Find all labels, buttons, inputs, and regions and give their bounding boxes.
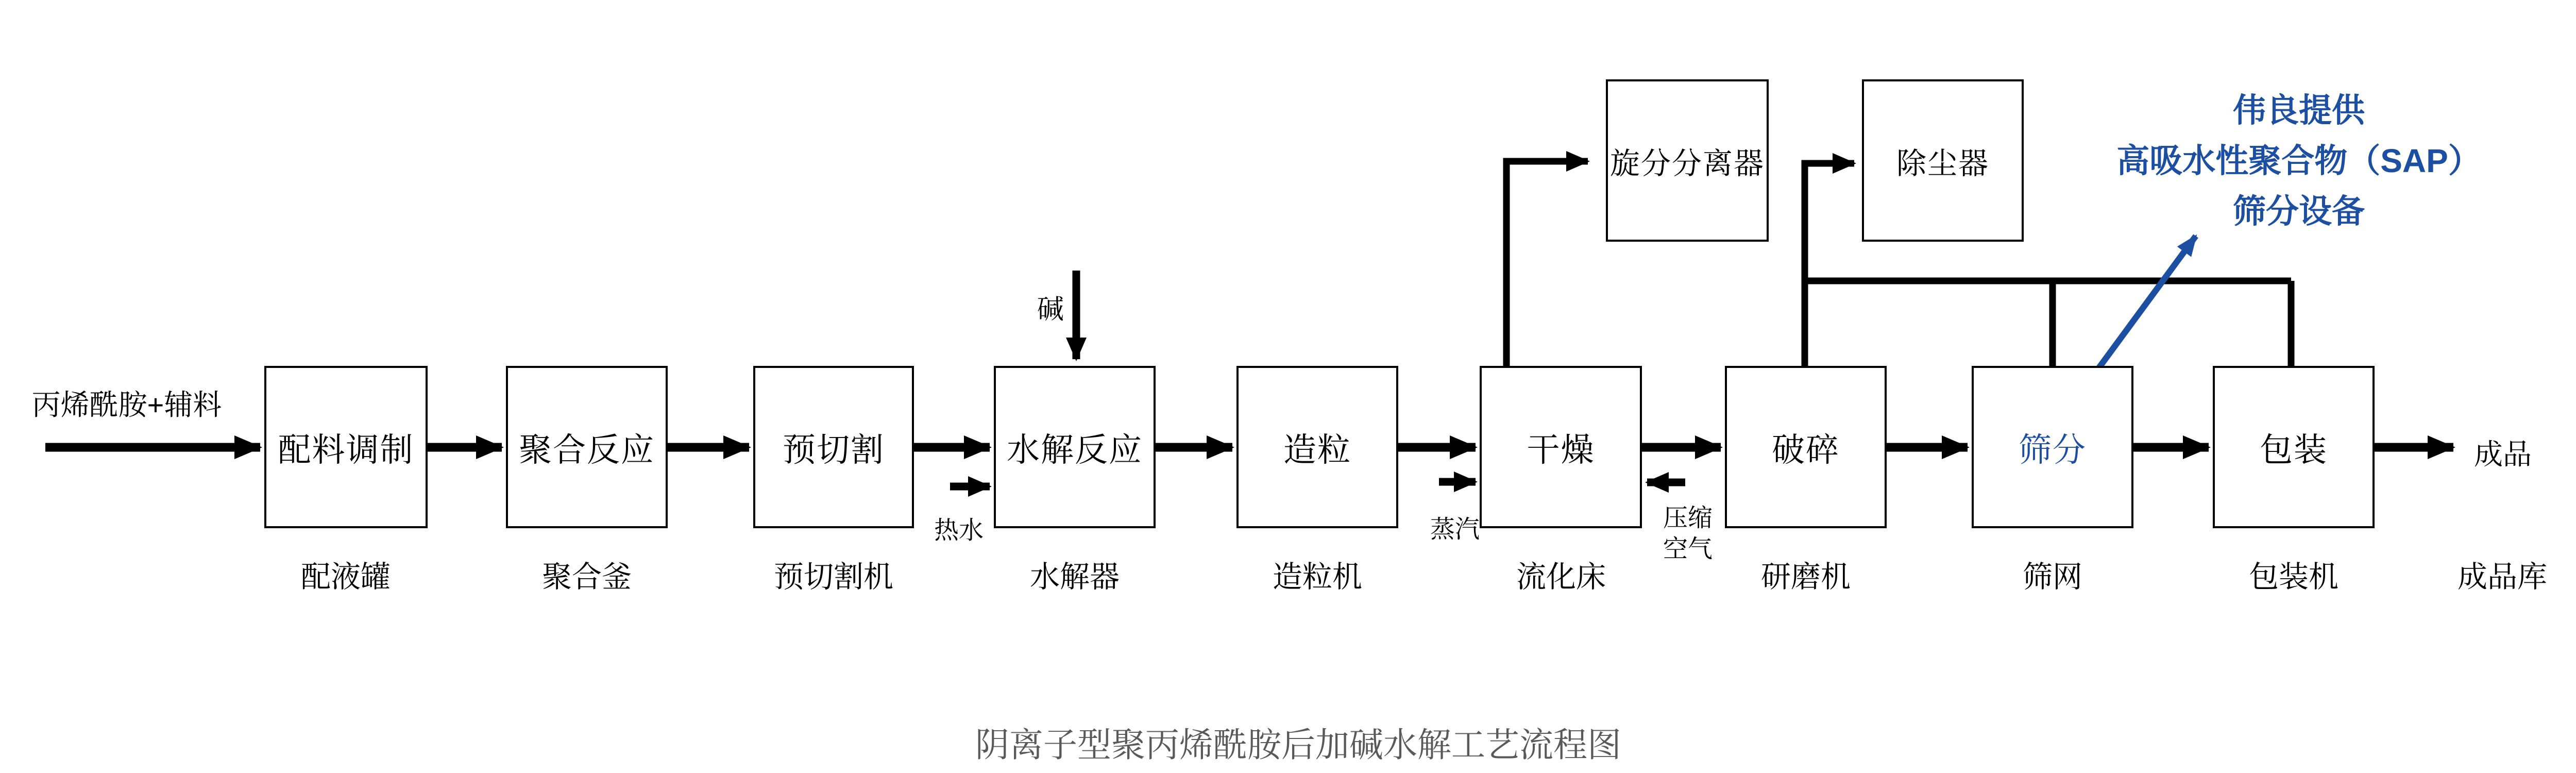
steam-label: 蒸汽 bbox=[1430, 516, 1480, 543]
process-label: 水解反应 bbox=[1007, 431, 1143, 468]
duct-crusher-to-dust-collector bbox=[1805, 163, 1854, 367]
equipment-label-grinder: 研磨机 bbox=[1760, 560, 1851, 594]
process-label: 配料调制 bbox=[278, 431, 414, 468]
vendor-annotation bbox=[2015, 85, 2576, 237]
process-label: 聚合反应 bbox=[519, 431, 655, 468]
aux-box-cyclone-separator bbox=[1606, 79, 1769, 242]
compressed-air-line1: 压缩 bbox=[1663, 505, 1713, 532]
process-box-batching bbox=[264, 366, 428, 528]
process-box-hydrolysis bbox=[994, 366, 1156, 528]
aux-unit-label: 旋分分离器 bbox=[1609, 146, 1765, 180]
equipment-label-fluidized-bed: 流化床 bbox=[1516, 560, 1606, 594]
process-box-packing bbox=[2213, 366, 2375, 528]
process-box-polymerization bbox=[506, 366, 668, 528]
vendor-annotation-line2: 高吸水性聚合物（SAP） bbox=[2116, 142, 2481, 179]
process-box-crushing bbox=[1725, 366, 1887, 528]
hot-water-label: 热水 bbox=[934, 517, 984, 544]
compressed-air-label bbox=[1657, 503, 1719, 565]
equipment-label-packing-machine: 包装机 bbox=[2248, 560, 2338, 594]
vendor-annotation-line1: 伟良提供 bbox=[2233, 92, 2365, 129]
process-box-drying bbox=[1480, 366, 1642, 528]
process-label: 干燥 bbox=[1527, 431, 1595, 468]
diagram-title: 阴离子型聚丙烯酰胺后加碱水解工艺流程图 bbox=[975, 726, 1621, 764]
equipment-label-granulator: 造粒机 bbox=[1272, 560, 1362, 594]
process-box-granulation bbox=[1236, 366, 1398, 528]
product-label: 成品 bbox=[2474, 438, 2532, 470]
equipment-label-batching-tank: 配液罐 bbox=[300, 560, 391, 594]
alkali-label: 碱 bbox=[1037, 295, 1064, 325]
equipment-label-hydrolyzer: 水解器 bbox=[1029, 560, 1120, 594]
equipment-label-precutter: 预切割机 bbox=[773, 560, 893, 594]
aux-unit-label: 除尘器 bbox=[1896, 146, 1989, 180]
equipment-label-product-warehouse: 成品库 bbox=[2457, 560, 2547, 594]
vendor-annotation-line3: 筛分设备 bbox=[2233, 193, 2365, 230]
equipment-label-screen-mesh: 筛网 bbox=[2022, 560, 2082, 594]
process-label: 预切割 bbox=[783, 431, 885, 468]
compressed-air-line2: 空气 bbox=[1663, 535, 1713, 563]
aux-box-dust-collector bbox=[1862, 79, 2024, 242]
process-box-screening bbox=[1972, 366, 2133, 528]
process-label: 包装 bbox=[2260, 431, 2328, 468]
process-label: 破碎 bbox=[1772, 431, 1840, 468]
duct-dryer-to-cyclone bbox=[1506, 161, 1588, 367]
process-box-precut bbox=[753, 366, 914, 528]
equipment-label-polymerizer: 聚合釜 bbox=[541, 560, 632, 594]
feed-label: 丙烯酰胺+辅料 bbox=[31, 389, 222, 421]
process-label-highlighted: 筛分 bbox=[2019, 431, 2087, 468]
process-label: 造粒 bbox=[1283, 431, 1351, 468]
